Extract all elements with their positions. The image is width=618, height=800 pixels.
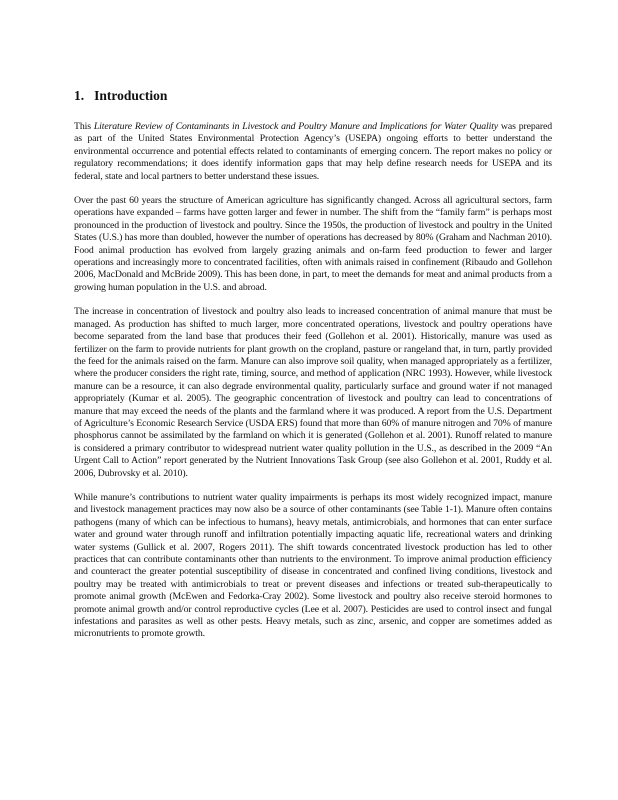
- paragraph-3: The increase in concentration of livestock and poultry also leads to increased concentration of animal manure that must be managed. As production has shifted to much larger, more concentrated operations, livestock and poultry operations have become separated from the land base that produces their feed (Gollehon et al. 2001). Historically, manure was used as fertilizer on the farm to provide nutrients for plant growth on the cropland, pasture or rangeland that, in turn, partly provided the feed for the animals raised on the farm. Manure can also improve soil quality, when managed appropriately as a fertilizer, where the producer considers the right rate, timing, source, and method of application (NRC 1993). However, while livestock manure can be a resource, it can also degrade environmental quality, particularly surface and ground water if not managed appropriately (Kumar et al. 2005). The geographic concentration of livestock and poultry can lead to concentrations of manure that may exceed the needs of the plants and the farmland where it was produced. A report from the U.S. Department of Agriculture’s Economic Research Service (USDA ERS) found that more than 60% of manure nitrogen and 70% of manure phosphorus cannot be assimilated by the farmland on which it is generated (Gollehon et al. 2001). Runoff related to manure is considered a primary contributor to widespread nutrient water quality pollution in the U.S., as described in the 2009 “An Urgent Call to Action” report generated by the Nutrient Innovations Task Group (see also Gollehon et al. 2001, Ruddy et al. 2006, Dubrovsky et al. 2010).: [74, 306, 552, 479]
- section-heading: [74, 88, 552, 104]
- section-title: Introduction: [94, 88, 168, 103]
- paragraph-1: [74, 121, 552, 183]
- report-title-italic: Literature Review of Contaminants in Livestock and Poultry Manure and Implications for Water Quality: [93, 121, 499, 132]
- paragraph-1-lead: This: [74, 121, 94, 132]
- paragraph-4: While manure’s contributions to nutrient water quality impairments is perhaps its most widely recognized impact, manure and livestock management practices may now also be a source of other contaminants (see Table 1-1). Manure often contains pathogens (many of which can be infectious to humans), heavy metals, antimicrobials, and hormones that can enter surface water and ground water through runoff and infiltration potentially impacting aquatic life, recreational waters and drinking water systems (Gullick et al. 2007, Rogers 2011). The shift towards concentrated livestock production has led to other practices that can contribute contaminants other than nutrients to the environment. To improve animal production efficiency and counteract the greater potential susceptibility of disease in concentrated and confined living conditions, livestock and poultry may be treated with antimicrobials to treat or prevent diseases and infections or treated sub-therapeutically to promote animal growth (McEwen and Fedorka-Cray 2002). Some livestock and poultry also receive steroid hormones to promote animal growth and/or control reproductive cycles (Lee et al. 2007). Pesticides are used to control insect and fungal infestations and parasites as well as other pests. Heavy metals, such as zinc, arsenic, and copper are sometimes added as micronutrients to promote growth.: [74, 491, 552, 640]
- section-number: 1.: [74, 88, 85, 103]
- paragraph-2: Over the past 60 years the structure of American agriculture has significantly changed. Across all agricultural sectors, farm operations have expanded – farms have gotten larger and fewer in number. The shift from the “family farm” is perhaps most pronounced in the production of livestock and poultry. Since the 1950s, the production of livestock and poultry in the United States (U.S.) has more than doubled, however the number of operations has decreased by 80% (Graham and Nachman 2010). Food animal production has evolved from largely grazing animals and on-farm feed production to fewer and larger operations and increasingly more to concentrated facilities, often with animals raised in confinement (Ribaudo and Gollehon 2006, MacDonald and McBride 2009). This has been done, in part, to meet the demands for meat and animal products from a growing human population in the U.S. and abroad.: [74, 195, 552, 293]
- paragraph-1-rest: was prepared as part of the United States Environmental Protection Agency’s (USEPA) ongoing efforts to better understand the environmental occurrence and potential effects related to contaminants of emerging concern. The report makes no policy or regulatory recommendations; it does identify information gaps that may help define research needs for USEPA and its federal, state and local partners to better understand these issues.: [74, 121, 552, 182]
